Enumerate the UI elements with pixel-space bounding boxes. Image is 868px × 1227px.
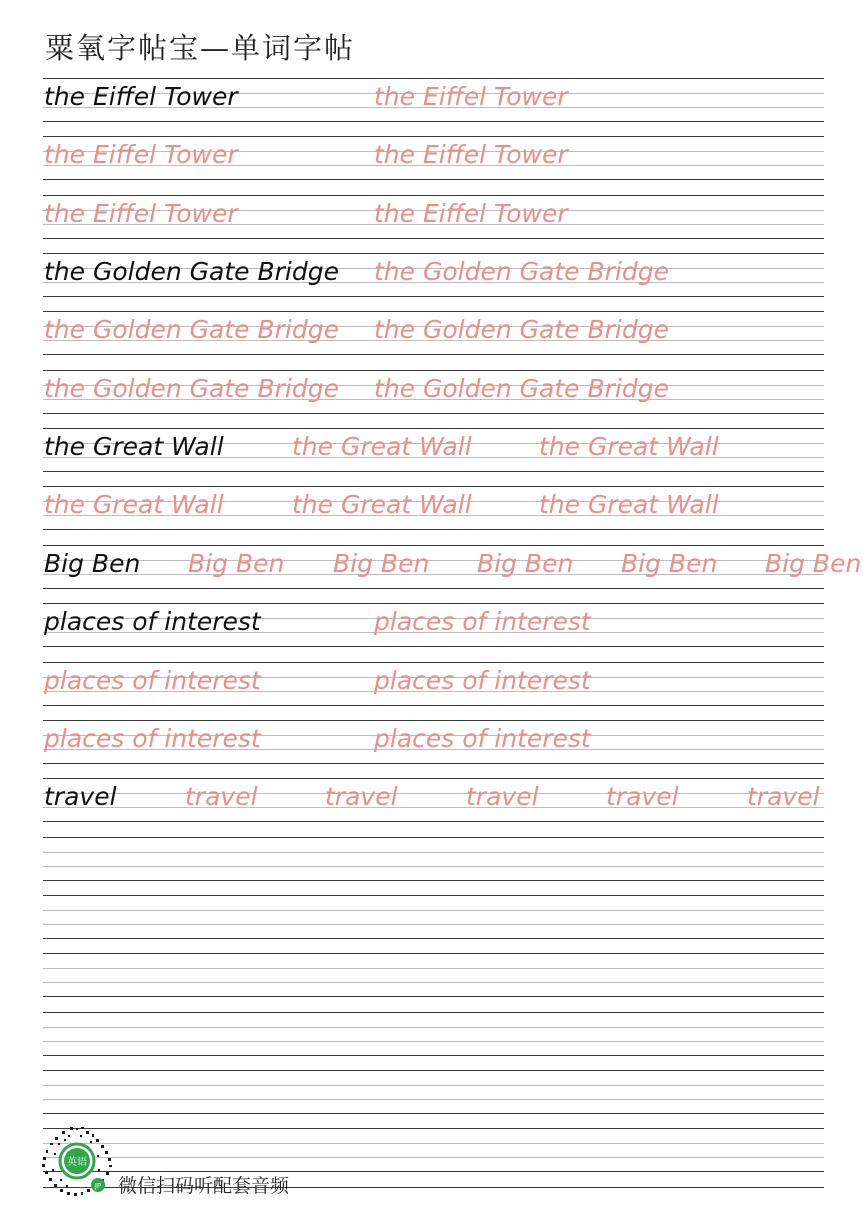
ruled-line: [43, 821, 824, 822]
ruled-line: [43, 588, 824, 589]
ruled-row: [43, 953, 824, 997]
ruled-row: [43, 662, 824, 706]
ruled-line: [43, 1113, 824, 1114]
trace-word: the Eiffel Tower: [374, 140, 568, 169]
ruled-line: [43, 121, 824, 122]
ruled-line: [43, 545, 824, 546]
trace-word: Big Ben: [477, 549, 574, 578]
trace-word: the Great Wall: [539, 490, 719, 519]
ruled-line: [43, 413, 824, 414]
ruled-line: [43, 720, 824, 721]
ruled-line: [43, 705, 824, 706]
ruled-row: [43, 1070, 824, 1114]
ruled-line: [43, 880, 824, 881]
ruled-row: [43, 545, 862, 589]
trace-word: the Great Wall: [539, 432, 719, 461]
ruled-row: [43, 778, 824, 822]
ruled-line: [43, 603, 824, 604]
trace-word: the Golden Gate Bridge: [374, 257, 669, 286]
ruled-row: [43, 311, 824, 355]
ruled-line: [43, 1070, 824, 1071]
ruled-row: [43, 428, 824, 472]
trace-word: travel: [325, 782, 398, 811]
ruled-row: [43, 78, 824, 122]
ruled-line: [43, 253, 824, 254]
ruled-line: [43, 486, 824, 487]
trace-word: travel: [606, 782, 679, 811]
ruled-line: [43, 1099, 824, 1100]
model-word: Big Ben: [44, 549, 141, 578]
ruled-line: [43, 778, 824, 779]
logo-badge: JP: [94, 1182, 102, 1190]
ruled-line: [43, 837, 824, 838]
ruled-row: [43, 253, 824, 297]
ruled-row: [43, 370, 824, 414]
ruled-row: [43, 195, 824, 239]
trace-word: the Golden Gate Bridge: [44, 374, 339, 403]
ruled-row: [43, 895, 824, 939]
trace-word: travel: [466, 782, 539, 811]
trace-word: travel: [185, 782, 258, 811]
ruled-line: [43, 311, 824, 312]
model-word: the Eiffel Tower: [44, 82, 238, 111]
trace-word: the Golden Gate Bridge: [374, 315, 669, 344]
ruled-line: [43, 938, 824, 939]
ruled-line: [43, 646, 824, 647]
trace-word: places of interest: [374, 724, 591, 753]
ruled-line: [43, 763, 824, 764]
ruled-line: [43, 136, 824, 137]
ruled-line: [43, 428, 824, 429]
ruled-line: [43, 968, 824, 969]
model-word: travel: [44, 782, 117, 811]
trace-word: travel: [747, 782, 820, 811]
footer: [40, 1125, 440, 1200]
ruled-line: [43, 793, 824, 794]
trace-word: the Golden Gate Bridge: [374, 374, 669, 403]
ruled-line: [43, 195, 824, 196]
trace-word: the Golden Gate Bridge: [44, 315, 339, 344]
ruled-row: [43, 136, 824, 180]
trace-word: the Eiffel Tower: [374, 82, 568, 111]
ruled-line: [43, 354, 824, 355]
trace-word: places of interest: [44, 724, 261, 753]
ruled-line: [43, 1085, 824, 1086]
model-word: the Great Wall: [44, 432, 224, 461]
trace-word: the Eiffel Tower: [374, 199, 568, 228]
ruled-line: [43, 529, 824, 530]
ruled-line: [43, 179, 824, 180]
footer-caption: 微信扫码听配套音频: [118, 1175, 290, 1197]
trace-word: Big Ben: [765, 549, 862, 578]
ruled-line: [43, 662, 824, 663]
ruled-line: [43, 996, 824, 997]
trace-word: places of interest: [44, 666, 261, 695]
ruled-line: [43, 910, 824, 911]
trace-word: places of interest: [374, 666, 591, 695]
trace-word: places of interest: [374, 607, 591, 636]
ruled-line: [43, 866, 824, 867]
ruled-line: [43, 953, 824, 954]
ruled-line: [43, 982, 824, 983]
trace-word: the Great Wall: [44, 490, 224, 519]
trace-word: the Great Wall: [292, 432, 472, 461]
ruled-row: [43, 720, 824, 764]
trace-word: Big Ben: [333, 549, 430, 578]
ruled-line: [43, 471, 824, 472]
ruled-line: [43, 924, 824, 925]
page-title: 粟氧字帖宝—单词字帖: [45, 31, 356, 65]
ruled-line: [43, 238, 824, 239]
trace-word: the Great Wall: [292, 490, 472, 519]
ruled-line: [43, 895, 824, 896]
ruled-row: [43, 486, 824, 530]
qr-code-icon: [40, 1125, 114, 1197]
ruled-line: [43, 370, 824, 371]
ruled-line: [43, 1055, 824, 1056]
ruled-line: [43, 852, 824, 853]
logo-text: 英语: [67, 1157, 87, 1168]
ruled-row: [43, 837, 824, 881]
trace-word: the Eiffel Tower: [44, 199, 238, 228]
ruled-row: [43, 1012, 824, 1056]
ruled-line: [43, 807, 824, 808]
trace-word: Big Ben: [188, 549, 285, 578]
ruled-line: [43, 296, 824, 297]
trace-word: Big Ben: [621, 549, 718, 578]
ruled-row: [43, 603, 824, 647]
trace-word: the Eiffel Tower: [44, 140, 238, 169]
ruled-line: [43, 1027, 824, 1028]
model-word: the Golden Gate Bridge: [44, 257, 339, 286]
ruled-line: [43, 78, 824, 79]
model-word: places of interest: [44, 607, 261, 636]
ruled-line: [43, 1041, 824, 1042]
ruled-line: [43, 1012, 824, 1013]
